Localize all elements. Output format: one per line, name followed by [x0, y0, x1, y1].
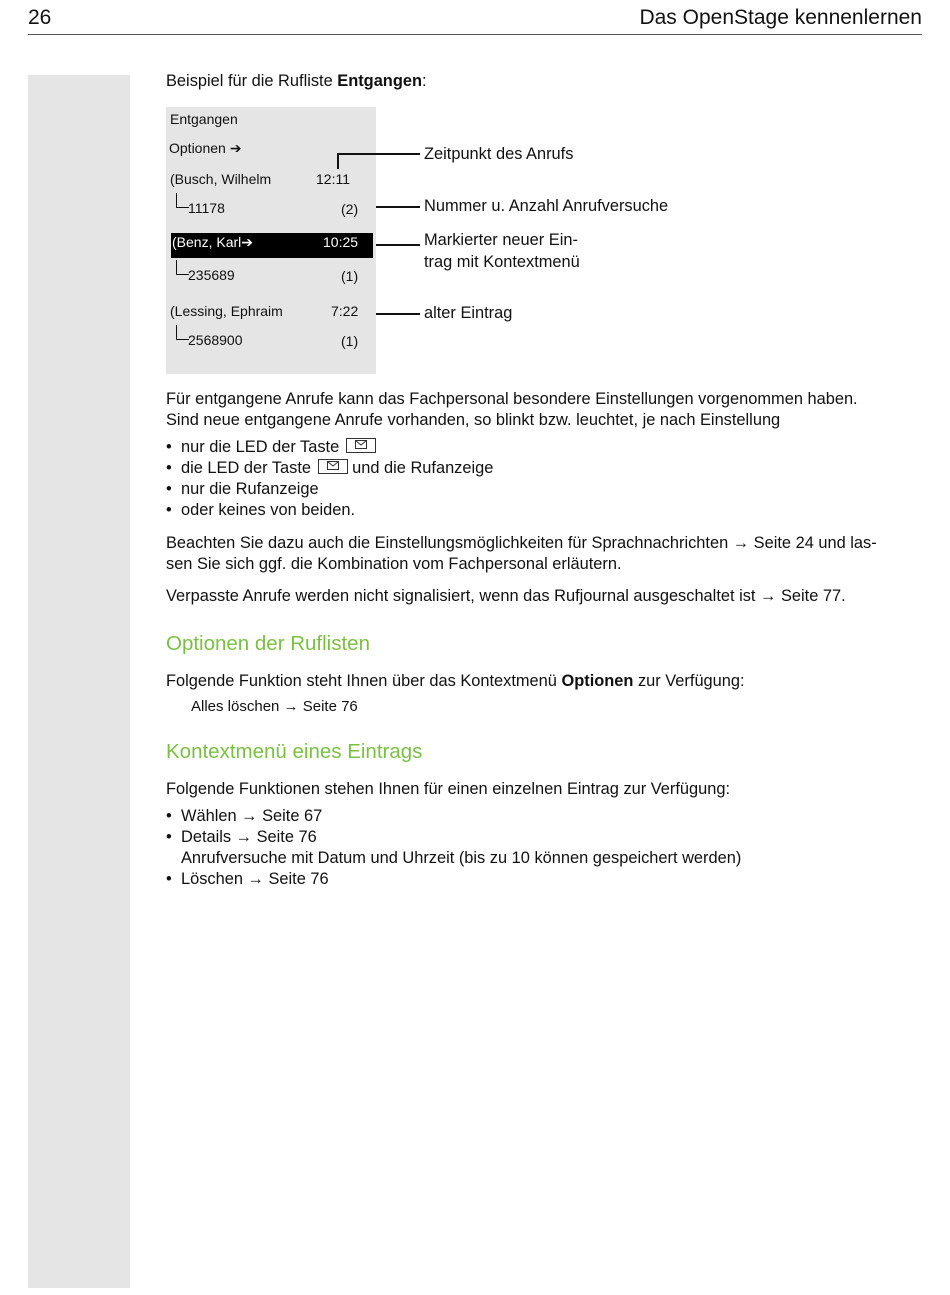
entry-name: (Lessing, Ephraim	[170, 303, 283, 319]
callout-time: Zeitpunkt des Anrufs	[424, 145, 574, 163]
screen-options: Optionen ➔	[169, 140, 242, 156]
example-title: Beispiel für die Rufliste Entgangen:	[166, 72, 427, 90]
paragraph-settings: Für entgangene Anrufe kann das Fachpersonal besondere Einstellungen vorgenommen haben. Sind neue entgangene Anrufe vorhanden, so blinkt bzw. leuchtet, je nach Einstellung	[166, 390, 858, 429]
entry-name: (Busch, Wilhelm	[170, 171, 272, 187]
context-list	[166, 806, 926, 890]
page-number: 26	[28, 6, 52, 29]
list-item-detail: Anrufversuche mit Datum und Uhrzeit (bis zu 10 können gespeichert werden)	[181, 849, 742, 867]
entry-number: 2568900	[188, 332, 243, 348]
entry-number: 235689	[188, 267, 235, 283]
list-item: • die LED der Taste und die Rufanzeige	[166, 458, 926, 479]
leader-line-time-drop	[337, 153, 339, 169]
leader-line-number	[376, 206, 420, 208]
entry-number: 11178	[188, 200, 225, 216]
header-rule	[28, 34, 922, 35]
heading-options: Optionen der Ruflisten	[166, 632, 370, 655]
list-item: • nur die LED der Taste	[166, 437, 926, 458]
leader-line-marked	[376, 244, 420, 246]
context-intro: Folgende Funktionen stehen Ihnen für einen einzelnen Eintrag zur Verfügung:	[166, 780, 731, 798]
list-item: • nur die Rufanzeige	[166, 479, 926, 500]
callout-marked-line1: Markierter neuer Ein-	[424, 231, 578, 249]
phone-display	[166, 107, 376, 374]
list-item: • Löschen → Seite 76	[166, 869, 926, 890]
screen-title: Entgangen	[170, 111, 238, 127]
mail-key-icon	[318, 459, 348, 474]
mail-key-icon	[346, 438, 376, 453]
entry-count: (1)	[341, 268, 359, 284]
callout-old: alter Eintrag	[424, 304, 513, 322]
list-item: • Wählen → Seite 67	[166, 806, 926, 827]
list-item: • oder keines von beiden.	[166, 500, 926, 521]
entry-time: 7:22	[331, 303, 359, 319]
leader-line-old	[376, 313, 420, 315]
paragraph-voicemail: Beachten Sie dazu auch die Einstellungsmöglichkeiten für Sprachnachrichten → Seite 24 und las- sen Sie sich ggf. die Kombination vom Fachpersonal erläutern.	[166, 534, 877, 573]
entry-count: (1)	[341, 333, 359, 349]
bullet-list-signals	[166, 437, 926, 521]
paragraph-missed: Verpasste Anrufe werden nicht signalisiert, wenn das Rufjournal ausgeschaltet ist → Seite 77.	[166, 587, 846, 605]
options-intro: Folgende Funktion steht Ihnen über das Kontextmenü Optionen zur Verfügung:	[166, 672, 745, 690]
callout-number: Nummer u. Anzahl Anrufversuche	[424, 197, 669, 215]
entry-name-highlighted: (Benz, Karl➔	[172, 234, 253, 250]
option-item: Alles löschen → Seite 76	[191, 698, 358, 715]
callout-marked-line2: trag mit Kontextmenü	[424, 253, 580, 271]
heading-context-menu: Kontextmenü eines Eintrags	[166, 740, 423, 763]
list-item: • Details → Seite 76	[166, 827, 926, 848]
margin-sidebar	[28, 75, 130, 1288]
entry-time-highlighted: 10:25	[323, 234, 359, 250]
leader-line-time	[337, 153, 420, 155]
chapter-title: Das OpenStage kennenlernen	[639, 6, 922, 29]
entry-count: (2)	[341, 201, 359, 217]
entry-time: 12:11	[316, 171, 350, 187]
